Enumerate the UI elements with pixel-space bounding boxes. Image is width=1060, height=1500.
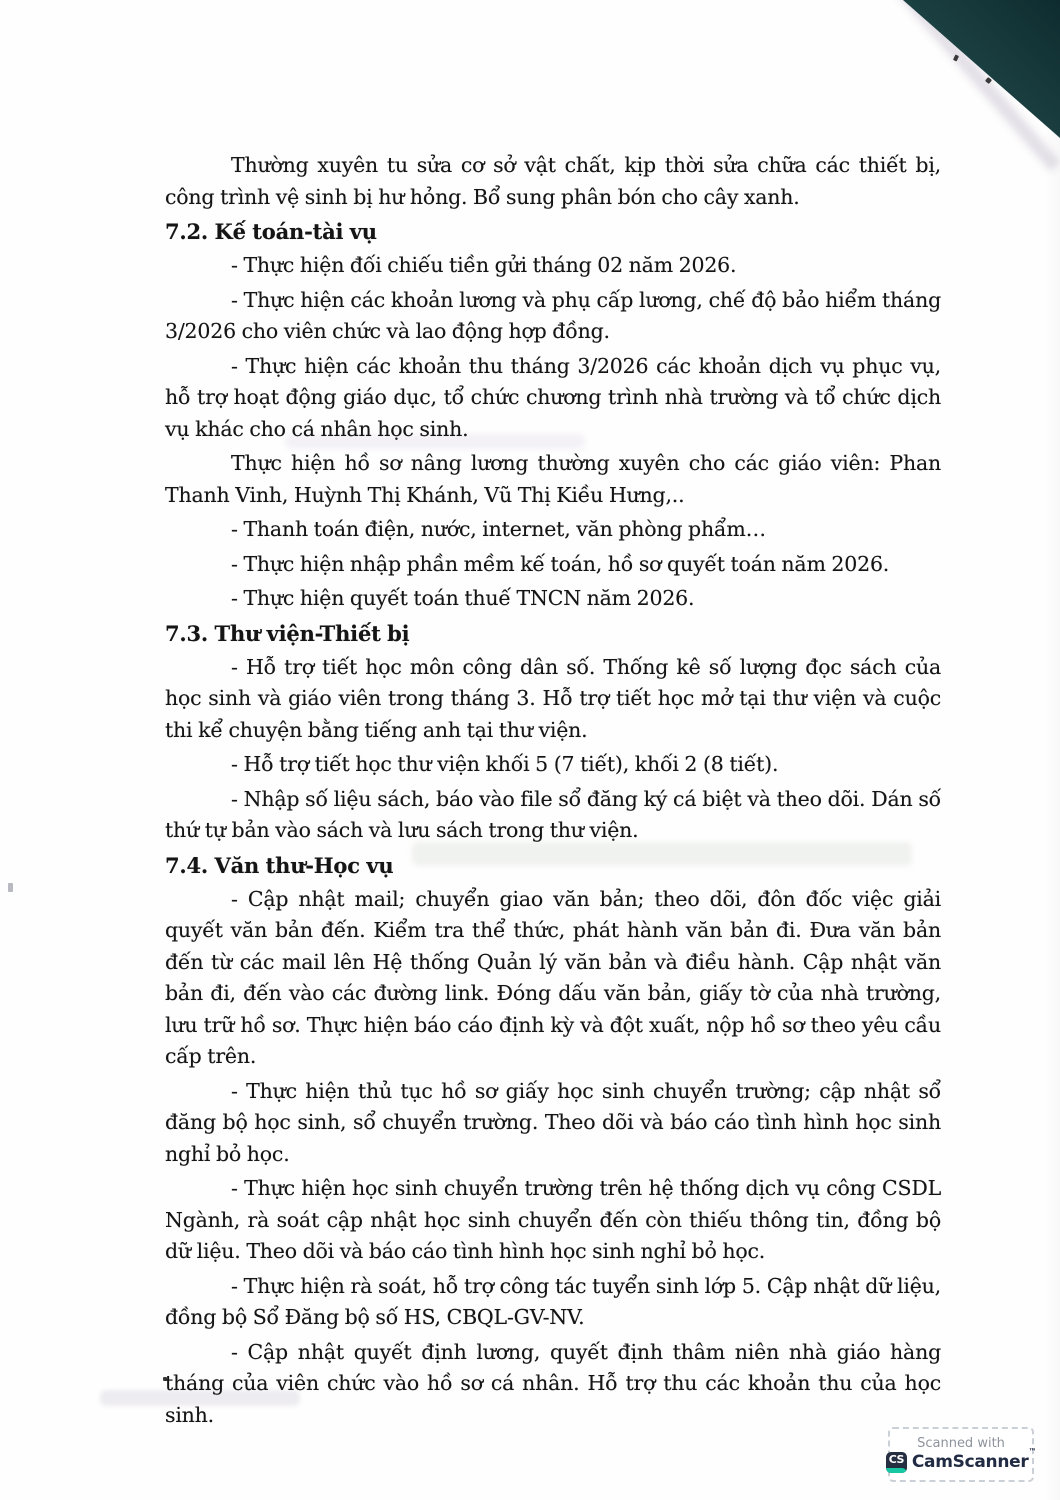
camscanner-brand-row — [886, 1447, 1037, 1473]
doc-paragraph: Thực hiện hồ sơ nâng lương thường xuyên cho các giáo viên: Phan Thanh Vinh, Huỳnh Thị Khánh, Vũ Thị Kiều Hưng,.. — [165, 451, 941, 507]
doc-paragraph: - Thực hiện đối chiếu tiền gửi tháng 02 năm 2026. — [231, 253, 737, 277]
section-heading: 7.2. Kế toán-tài vụ — [165, 219, 377, 244]
doc-paragraph: - Thực hiện rà soát, hỗ trợ công tác tuyển sinh lớp 5. Cập nhật dữ liệu, đồng bộ Sổ Đăng bộ số HS, CBQL-GV-NV. — [165, 1273, 941, 1329]
document-sections — [165, 216, 941, 1431]
doc-paragraph: - Nhập số liệu sách, báo vào file sổ đăng ký cá biệt và theo dõi. Dán số thứ tự bản vào sách và lưu sách trong thư viện. — [165, 786, 941, 842]
doc-paragraph: - Hỗ trợ tiết học môn công dân số. Thống kê số lượng đọc sách của học sinh và giáo viên trong tháng 3. Hỗ trợ tiết học mở tại thư viện và cuộc thi kể chuyện bằng tiếng anh tại thư viện. — [165, 654, 941, 742]
scanned-with-label: Scanned with — [917, 1435, 1005, 1451]
trademark-symbol: ™ — [1028, 1447, 1037, 1456]
camscanner-brand-label: CamScanner™ — [911, 1447, 1037, 1472]
doc-paragraph: - Thanh toán điện, nước, internet, văn phòng phẩm… — [231, 517, 766, 541]
doc-paragraph: - Thực hiện nhập phần mềm kế toán, hồ sơ quyết toán năm 2026. — [231, 551, 890, 576]
doc-paragraph: - Thực hiện quyết toán thuế TNCN năm 2026. — [231, 586, 695, 610]
camscanner-logo-accent — [886, 1468, 907, 1473]
doc-paragraph: - Thực hiện các khoản thu tháng 3/2026 các khoản dịch vụ phục vụ, hỗ trợ hoạt động giáo dục, tổ chức chương trình nhà trường và tổ chức dịch vụ khác cho cá nhân học sinh. — [165, 353, 941, 441]
doc-paragraph: - Thực hiện học sinh chuyển trường trên hệ thống dịch vụ công CSDL Ngành, rà soát cập nhật học sinh chuyển đến còn thiếu thông tin, đồng bộ dữ liệu. Theo dõi và báo cáo tình hình học sinh nghỉ bỏ học. — [165, 1176, 941, 1263]
section-heading: 7.4. Văn thư-Học vụ — [165, 852, 394, 878]
doc-paragraph: - Hỗ trợ tiết học thư viện khối 5 (7 tiết), khối 2 (8 tiết). — [231, 752, 779, 776]
section-heading: 7.3. Thư viện-Thiết bị — [165, 620, 410, 646]
doc-paragraph: - Thực hiện các khoản lương và phụ cấp lương, chế độ bảo hiểm tháng 3/2026 cho viên chức và lao động hợp đồng. — [165, 287, 941, 343]
camscanner-watermark — [888, 1427, 1037, 1482]
doc-paragraph: - Cập nhật mail; chuyển giao văn bản; theo dõi, đôn đốc việc giải quyết văn bản đến. Kiểm tra thể thức, phát hành văn bản đi. Đưa văn bản đến từ các mail lên Hệ thống Quản lý văn bản và điều hành. Cập nhật văn bản đi, đến vào các đường link. Đóng dấu văn bản, giấy tờ của nhà trường, lưu trữ hồ sơ. Thực hiện báo cáo định kỳ và đột xuất, nộp hồ sơ theo yêu cầu cấp trên. — [165, 886, 941, 1068]
doc-paragraph: - Cập nhật quyết định lương, quyết định thâm niên nhà giáo hàng tháng của viên chức vào hồ sơ cá nhân. Hỗ trợ thu các khoản thu của học sinh. — [165, 1339, 941, 1427]
scan-speck — [8, 883, 13, 892]
right-edge-shade — [1044, 120, 1060, 1500]
document-text-block — [165, 150, 941, 1434]
camscanner-logo-icon: CS — [886, 1452, 907, 1473]
doc-paragraph: - Thực hiện thủ tục hồ sơ giấy học sinh chuyển trường; cập nhật sổ đăng bộ học sinh, sổ chuyển trường. Theo dõi và báo cáo tình hình học sinh nghỉ bỏ học. — [165, 1078, 941, 1166]
doc-paragraph: Thường xuyên tu sửa cơ sở vật chất, kịp thời sửa chữa các thiết bị, công trình vệ sinh bị hư hỏng. Bổ sung phân bón cho cây xanh. — [165, 153, 941, 209]
